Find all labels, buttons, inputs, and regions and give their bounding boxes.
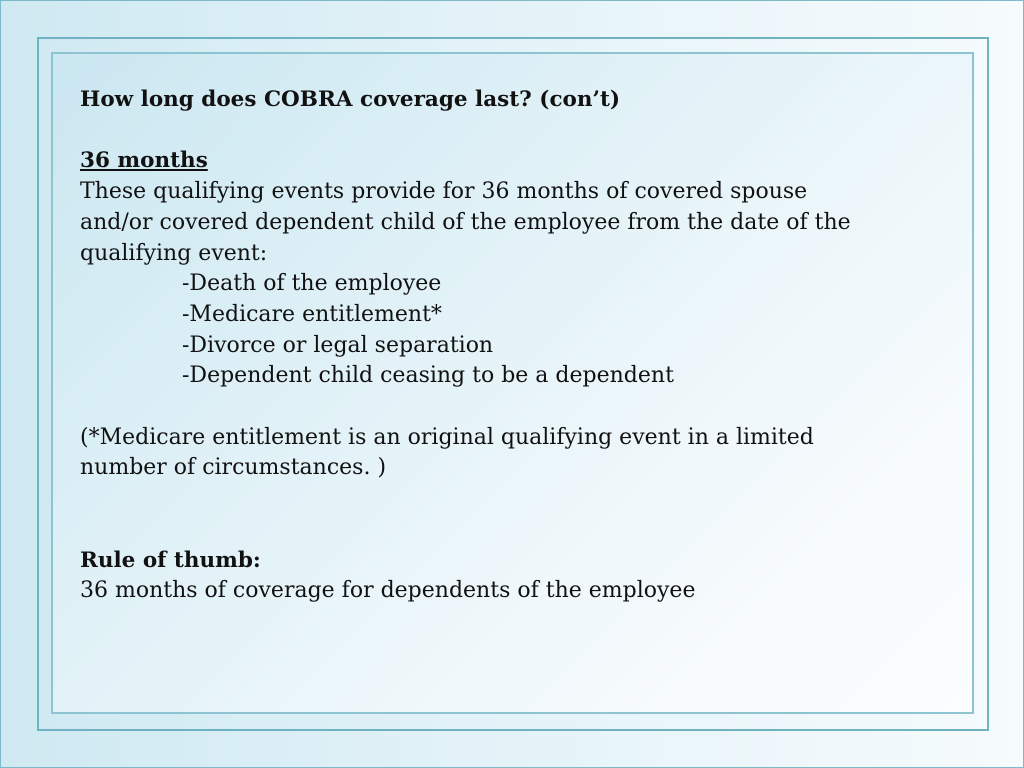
event-item: -Death of the employee bbox=[182, 271, 442, 297]
intro-line: and/or covered dependent child of the employee from the date of the bbox=[80, 209, 851, 235]
section-heading: 36 months bbox=[80, 148, 208, 174]
footnote-line: number of circumstances. ) bbox=[80, 455, 387, 481]
event-item: -Medicare entitlement* bbox=[182, 301, 442, 327]
slide-content bbox=[80, 85, 880, 607]
spacer bbox=[80, 116, 880, 147]
event-item: -Divorce or legal separation bbox=[182, 332, 494, 358]
event-item: -Dependent child ceasing to be a dependent bbox=[182, 363, 674, 389]
rule-heading: Rule of thumb: bbox=[80, 547, 261, 573]
slide-title: How long does COBRA coverage last? (con’t) bbox=[80, 87, 621, 112]
footnote-line: (*Medicare entitlement is an original qualifying event in a limited bbox=[80, 424, 814, 450]
spacer bbox=[80, 484, 880, 545]
intro-line: qualifying event: bbox=[80, 240, 268, 266]
spacer bbox=[80, 392, 880, 423]
intro-line: These qualifying events provide for 36 months of covered spouse bbox=[80, 179, 808, 205]
rule-text: 36 months of coverage for dependents of the employee bbox=[80, 578, 696, 604]
